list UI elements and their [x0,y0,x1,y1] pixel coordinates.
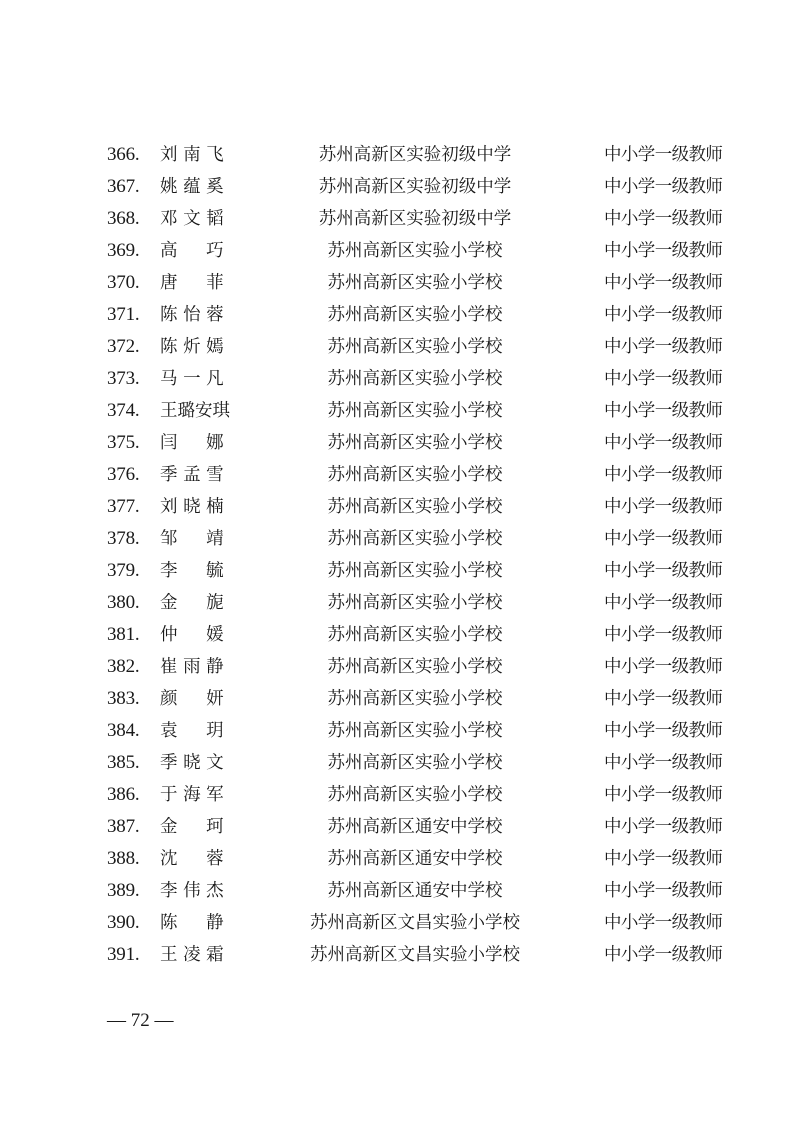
entry-number: 367. [107,176,140,197]
list-item [0,811,793,843]
entry-number: 370. [107,272,140,293]
list-item [0,875,793,907]
list-item [0,459,793,491]
teacher-title: 中小学一级教师 [604,913,723,933]
teacher-title: 中小学一级教师 [604,529,723,549]
entry-number: 383. [107,688,140,709]
entry-number: 379. [107,560,140,581]
list-item [0,235,793,267]
entry-number: 391. [107,944,140,965]
teacher-title: 中小学一级教师 [604,145,723,165]
school-name: 苏州高新区实验小学校 [327,689,503,709]
entry-number: 381. [107,624,140,645]
school-name: 苏州高新区实验小学校 [327,593,503,613]
teacher-title: 中小学一级教师 [604,849,723,869]
entry-number: 377. [107,496,140,517]
teacher-name: 姚 蕴 奚 [160,177,224,197]
teacher-name: 袁 玥 [160,721,224,741]
teacher-title: 中小学一级教师 [604,305,723,325]
teacher-name: 陈 静 [160,913,224,933]
entry-number: 368. [107,208,140,229]
entry-number: 374. [107,400,140,421]
teacher-title: 中小学一级教师 [604,561,723,581]
teacher-title: 中小学一级教师 [604,209,723,229]
entry-number: 380. [107,592,140,613]
teacher-name: 颜 妍 [160,689,224,709]
entry-number: 371. [107,304,140,325]
teacher-title: 中小学一级教师 [604,177,723,197]
teacher-name: 邹 靖 [160,529,224,549]
school-name: 苏州高新区实验小学校 [327,497,503,517]
school-name: 苏州高新区文昌实验小学校 [310,913,520,933]
list-item [0,747,793,779]
school-name: 苏州高新区实验小学校 [327,785,503,805]
teacher-name: 李 毓 [160,561,224,581]
list-item [0,843,793,875]
teacher-title: 中小学一级教师 [604,817,723,837]
list-item [0,651,793,683]
entry-number: 372. [107,336,140,357]
entry-number: 388. [107,848,140,869]
list-item [0,587,793,619]
teacher-title: 中小学一级教师 [604,881,723,901]
entry-number: 387. [107,816,140,837]
teacher-title: 中小学一级教师 [604,369,723,389]
school-name: 苏州高新区实验初级中学 [318,177,512,197]
teacher-name: 陈 怡 蓉 [160,305,224,325]
teacher-name: 高 巧 [160,241,224,261]
school-name: 苏州高新区文昌实验小学校 [310,945,520,965]
list-item [0,523,793,555]
school-name: 苏州高新区实验小学校 [327,625,503,645]
list-item [0,939,793,971]
teacher-title: 中小学一级教师 [604,689,723,709]
school-name: 苏州高新区实验小学校 [327,561,503,581]
teacher-name: 季 孟 雪 [160,465,224,485]
teacher-name: 李 伟 杰 [160,881,224,901]
teacher-title: 中小学一级教师 [604,241,723,261]
school-name: 苏州高新区实验小学校 [327,369,503,389]
teacher-list [0,139,793,971]
teacher-title: 中小学一级教师 [604,945,723,965]
list-item [0,491,793,523]
entry-number: 373. [107,368,140,389]
school-name: 苏州高新区实验小学校 [327,401,503,421]
list-item [0,555,793,587]
teacher-name: 闫 娜 [160,433,224,453]
teacher-name: 唐 菲 [160,273,224,293]
list-item [0,619,793,651]
entry-number: 382. [107,656,140,677]
teacher-name: 马 一 凡 [160,369,224,389]
list-item [0,139,793,171]
entry-number: 390. [107,912,140,933]
school-name: 苏州高新区实验小学校 [327,305,503,325]
teacher-title: 中小学一级教师 [604,273,723,293]
school-name: 苏州高新区通安中学校 [327,849,503,869]
teacher-name: 金 旎 [160,593,224,613]
school-name: 苏州高新区实验小学校 [327,529,503,549]
school-name: 苏州高新区实验小学校 [327,465,503,485]
entry-number: 369. [107,240,140,261]
teacher-title: 中小学一级教师 [604,785,723,805]
teacher-name: 仲 媛 [160,625,224,645]
school-name: 苏州高新区通安中学校 [327,881,503,901]
teacher-title: 中小学一级教师 [604,721,723,741]
teacher-title: 中小学一级教师 [604,465,723,485]
list-item [0,203,793,235]
school-name: 苏州高新区实验小学校 [327,753,503,773]
entry-number: 376. [107,464,140,485]
page-number: — 72 — [107,1010,174,1031]
school-name: 苏州高新区实验小学校 [327,241,503,261]
school-name: 苏州高新区实验小学校 [327,433,503,453]
teacher-title: 中小学一级教师 [604,625,723,645]
list-item [0,267,793,299]
teacher-title: 中小学一级教师 [604,401,723,421]
teacher-name: 崔 雨 静 [160,657,224,677]
entry-number: 384. [107,720,140,741]
school-name: 苏州高新区实验小学校 [327,273,503,293]
teacher-name: 陈 炘 嫣 [160,337,224,357]
entry-number: 375. [107,432,140,453]
list-item [0,395,793,427]
school-name: 苏州高新区实验小学校 [327,337,503,357]
entry-number: 366. [107,144,140,165]
teacher-title: 中小学一级教师 [604,593,723,613]
list-item [0,299,793,331]
list-item [0,363,793,395]
school-name: 苏州高新区实验初级中学 [318,145,512,165]
teacher-name: 金 珂 [160,817,224,837]
teacher-name: 沈 蓉 [160,849,224,869]
teacher-name: 王 凌 霜 [160,945,224,965]
list-item [0,907,793,939]
teacher-name: 于 海 军 [160,785,224,805]
list-item [0,715,793,747]
teacher-name: 王璐安琪 [160,401,230,421]
teacher-name: 季 晓 文 [160,753,224,773]
entry-number: 389. [107,880,140,901]
list-item [0,331,793,363]
list-item [0,683,793,715]
teacher-title: 中小学一级教师 [604,753,723,773]
entry-number: 378. [107,528,140,549]
school-name: 苏州高新区实验小学校 [327,721,503,741]
teacher-title: 中小学一级教师 [604,657,723,677]
teacher-name: 邓 文 韬 [160,209,224,229]
teacher-title: 中小学一级教师 [604,433,723,453]
list-item [0,171,793,203]
teacher-title: 中小学一级教师 [604,337,723,357]
entry-number: 385. [107,752,140,773]
teacher-title: 中小学一级教师 [604,497,723,517]
school-name: 苏州高新区实验小学校 [327,657,503,677]
school-name: 苏州高新区通安中学校 [327,817,503,837]
list-item [0,779,793,811]
list-item [0,427,793,459]
entry-number: 386. [107,784,140,805]
teacher-name: 刘 南 飞 [160,145,224,165]
school-name: 苏州高新区实验初级中学 [318,209,512,229]
teacher-name: 刘 晓 楠 [160,497,224,517]
